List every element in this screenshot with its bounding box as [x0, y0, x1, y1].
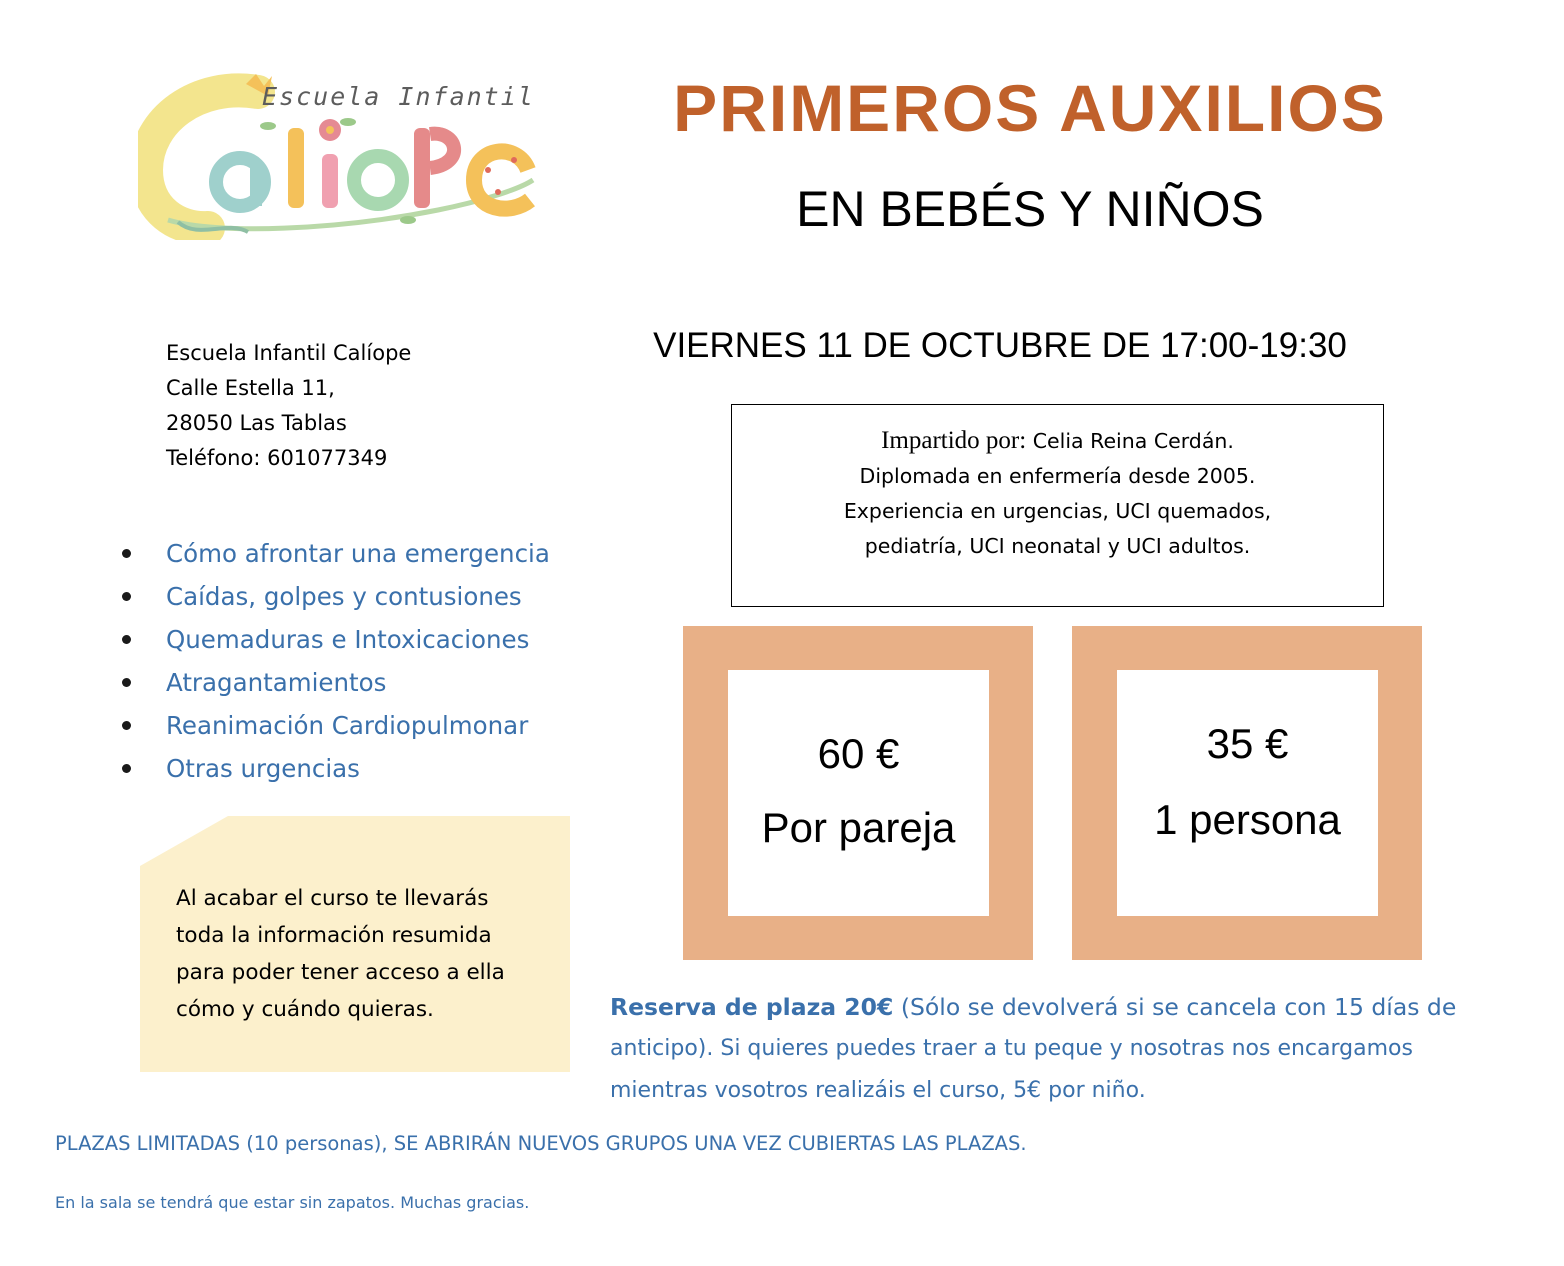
instructor-box [731, 404, 1384, 607]
price-desc: Por pareja [761, 804, 956, 851]
price-card-pair [683, 626, 1033, 960]
address-name: Escuela Infantil Calíope [166, 341, 412, 365]
page-subtitle: EN BEBÉS Y NIÑOS [796, 181, 1264, 237]
reservation-text: mientras vosotros realizáis el curso, 5€ por niño. [610, 1078, 1146, 1103]
topics-list [120, 532, 550, 790]
event-date: VIERNES 11 DE OCTUBRE DE 17:00-19:30 [653, 326, 1347, 365]
list-item: Otras urgencias [120, 747, 550, 790]
reservation-info [610, 986, 1490, 1112]
instructor-line: Experiencia en urgencias, UCI quemados, [843, 499, 1272, 523]
instructor-line: Diplomada en enfermería desde 2005. [859, 464, 1256, 488]
reservation-text: anticipo). Si quieres puedes traer a tu peque y nosotras nos encargamos [610, 1036, 1413, 1061]
limited-places-note: PLAZAS LIMITADAS (10 personas), SE ABRIRÁN NUEVOS GRUPOS UNA VEZ CUBIERTAS LAS PLAZAS. [55, 1132, 1027, 1155]
note-line: Al acabar el curso te llevarás [176, 886, 489, 911]
note-line: toda la información resumida [176, 923, 492, 948]
note-line: para poder tener acceso a ella [176, 960, 505, 985]
list-item: Cómo afrontar una emergencia [120, 532, 550, 575]
list-item: Caídas, golpes y contusiones [120, 575, 550, 618]
price-amount: 35 € [1206, 720, 1289, 767]
price-desc: 1 persona [1154, 796, 1341, 843]
price-card-single [1072, 626, 1422, 960]
address-phone: Teléfono: 601077349 [166, 446, 388, 470]
address-street: Calle Estella 11, [166, 376, 335, 400]
list-item: Reanimación Cardiopulmonar [120, 704, 550, 747]
address-block [166, 336, 411, 476]
list-item: Quemaduras e Intoxicaciones [120, 618, 550, 661]
price-amount: 60 € [817, 730, 900, 777]
address-city: 28050 Las Tablas [166, 411, 347, 435]
list-item: Atragantamientos [120, 661, 550, 704]
footer-note: En la sala se tendrá que estar sin zapatos. Muchas gracias. [55, 1193, 530, 1212]
instructor-label: Impartido por: [881, 427, 1027, 454]
note-text [176, 880, 556, 1028]
note-line: cómo y cuándo quieras. [176, 997, 434, 1022]
logo-tagline: Escuela Infantil [262, 82, 535, 111]
reservation-text: (Sólo se devolverá si se cancela con 15 días de [893, 993, 1457, 1021]
instructor-name: Celia Reina Cerdán. [1032, 429, 1234, 453]
page-title: PRIMEROS AUXILIOS [673, 71, 1387, 145]
instructor-line: pediatría, UCI neonatal y UCI adultos. [864, 534, 1251, 558]
reservation-title: Reserva de plaza 20€ [610, 993, 894, 1021]
